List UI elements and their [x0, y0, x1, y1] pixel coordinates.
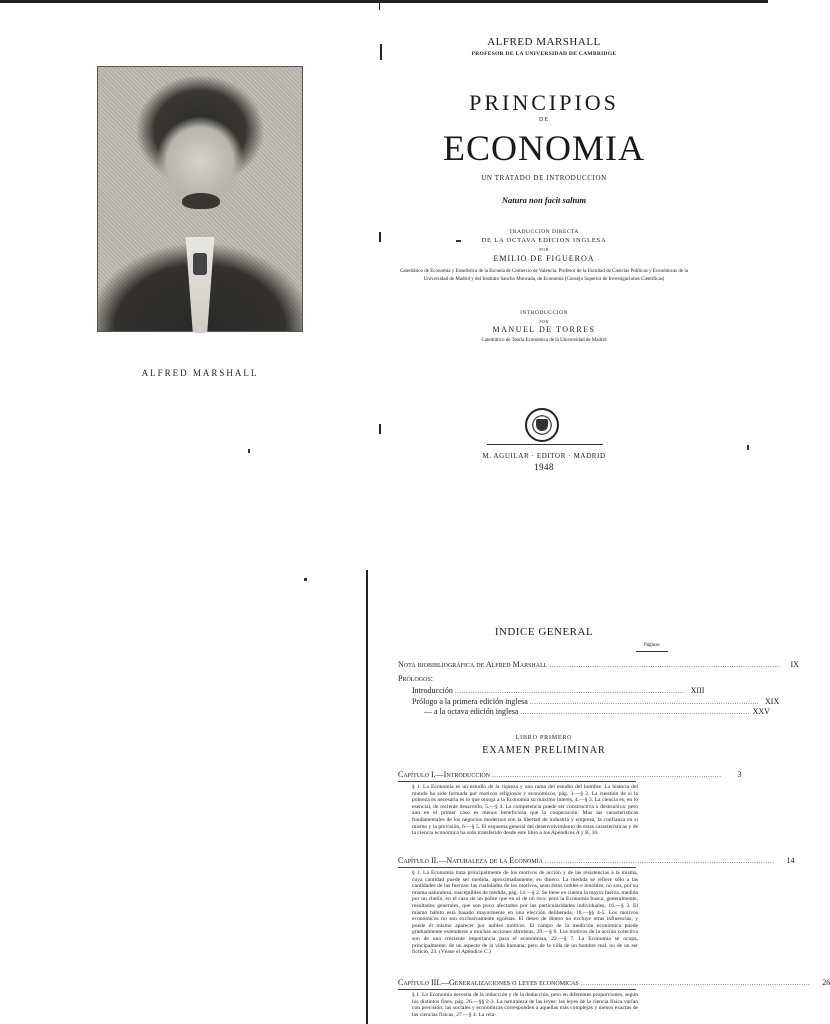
book-title: EXAMEN PRELIMINAR [482, 745, 606, 756]
chapter-summary: § 1. La Economía necesita de la inducción y de la deducción, pero en diferentes proporciones, según los distintos fines, pág. 26.—§§ 2-3. La naturaleza de las leyes: las leyes de la ciencia física varían con precisión; las sociales y económicas corresponden a aquellas más complejas y menos exactas de las ciencias físicas, 27.—§ 4. La rela- [412, 992, 638, 1018]
author-affiliation: PROFESOR DE LA UNIVERSIDAD DE CAMBRIDGE [471, 51, 617, 57]
toc-entry-label: Introducción [412, 686, 453, 695]
page-column-header: Páginas [644, 643, 660, 648]
scan-speck [248, 449, 250, 453]
publication-year: 1948 [534, 462, 554, 472]
gutter-mark-3 [379, 424, 381, 434]
gutter-mark-2 [379, 232, 381, 242]
translation-label-2: DE LA OCTAVA EDICION INGLESA [481, 237, 607, 244]
toc-entry-prologo [412, 697, 780, 706]
chapter-rule [398, 781, 636, 782]
leader-dots: ...................................................................................................... [529, 698, 760, 706]
index-title: INDICE GENERAL [494, 626, 594, 638]
scan-speck [747, 445, 749, 450]
introduction-por: POR [539, 319, 549, 324]
chapter-label: Capítulo II.—Naturaleza de la Economía [398, 856, 543, 865]
gutter-bottom [366, 570, 368, 1024]
toc-entry-page: XIX [765, 697, 780, 706]
toc-entry-label: — a la octava edición inglesa [424, 707, 519, 716]
prologos-label: Prólogos: [398, 674, 434, 683]
leader-dots: ...................................................................................................... [580, 979, 811, 987]
toc-entry-page: XIII [690, 686, 705, 695]
chapter-label: Capítulo III.—Generalizaciones o leyes económicas [398, 978, 579, 987]
toc-chapter-1 [398, 770, 742, 779]
portrait-tie [193, 253, 207, 275]
toc-chapter-2 [398, 856, 795, 865]
toc-entry-page: IX [790, 660, 799, 669]
toc-entry-label: Nota biobibliográfica de Alfred Marshall [398, 660, 548, 669]
chapter-page: 26 [822, 978, 830, 987]
gutter-mark-1 [380, 44, 382, 60]
leader-dots: ...................................................................................................... [454, 687, 685, 695]
toc-entry-prologo [424, 707, 770, 716]
publisher-rule [487, 444, 603, 445]
title-de: DE [539, 117, 549, 123]
book-label: LIBRO PRIMERO [515, 735, 573, 741]
author-name: ALFRED MARSHALL [487, 36, 601, 48]
scan-speck [304, 578, 307, 581]
translation-label-1: TRADUCCION DIRECTA [509, 229, 579, 235]
introduction-author: MANUEL DE TORRES [492, 325, 596, 334]
chapter-label: Capítulo I.—Introducción [398, 770, 490, 779]
prologos-heading [398, 674, 664, 683]
title-line-1: PRINCIPIOS [469, 90, 619, 115]
translator-credentials: Catedrático de Economía y Estadística de la Escuela de Comercio de Valencia. Profesor de la Facultad de Ciencias Políticas y Económicas de la Universidad de Madrid y del Instituto Sancho Moncada, de Economía (Consejo Superior de Investigaciones Científicas) [399, 269, 688, 282]
page-column-rule [636, 651, 668, 652]
motto: Natura non facit saltum [501, 195, 587, 205]
gutter-top [379, 0, 380, 10]
author-portrait [97, 66, 303, 332]
toc-entry-prologo [412, 686, 705, 695]
leader-dots: ...................................................................................................... [544, 857, 775, 865]
toc-chapter-3 [398, 978, 830, 987]
introduction-label: INTRODUCCION [520, 310, 568, 316]
toc-entry-label: Prólogo a la primera edición inglesa [412, 697, 528, 706]
subtitle: UN TRATADO DE INTRODUCCION [481, 174, 607, 182]
chapter-rule [398, 867, 636, 868]
chapter-summary: § 1. La Economía es un estudio de la riqueza y una rama del estudio del hombre. La historia del mundo ha sido formada por motivos religiosos y económicos, pág. 3.—§ 2. La cuestión de si la pobreza es necesaria es lo que otorga a la Economía su máximo interés, 4.—§ 3. La ciencia es, en lo esencial, de reciente desarrollo, 5.—§ 4. La competencia puede ser constructiva o destructiva: pero aun en el primer caso es menos beneficiosa que la cooperación. Mas las características fundamentales de los negocios modernos son la libertad de industria y empresa, la confianza en sí mismo y la previsión, 6.—§ 5. El esquema general del desenvolvimiento de estas características y de la ciencia económica ha sido transferido desde este libro a los Apéndices A y B, 10. [412, 784, 638, 837]
leader-dots: ...................................................................................................... [492, 771, 722, 779]
scan-top-edge [0, 0, 768, 3]
title-line-2: ECONOMIA [443, 128, 645, 168]
toc-entry-nota [398, 660, 799, 669]
portrait-shirt [176, 237, 224, 333]
translator-name: EMILIO DE FIGUEROA [493, 254, 595, 263]
publisher: M. AGUILAR · EDITOR · MADRID [482, 452, 606, 460]
introduction-credentials: Catedrático de Teoría Económica de la Universidad de Madrid [481, 338, 607, 343]
portrait-moustache [182, 193, 220, 209]
chapter-page: 14 [786, 856, 795, 865]
portrait-caption: ALFRED MARSHALL [141, 368, 259, 378]
chapter-rule [398, 989, 636, 990]
translation-por: POR [539, 247, 549, 252]
chapter-page: 3 [737, 770, 742, 779]
toc-entry-page: XXV [752, 707, 770, 716]
leader-dots: ...................................................................................................... [549, 661, 779, 669]
publisher-crest-icon [525, 408, 559, 442]
leader-dots: ...................................................................................................... [520, 708, 750, 716]
chapter-summary: § 1. La Economía trata principalmente de los motivos de acción y de las resistencias a la misma, cuya cantidad puede ser medida, aproximadamente, en dinero. La medida se refiere sólo a las cantidades de las fuerzas: las cualidades de los motivos, sean éstos nobles e innobles, no son, por su misma naturaleza, susceptibles de medida, pág. 14.—§ 2. Se tiene en cuenta la mayor fuerza, medida por un chelín, en el caso de un pobre que en el de un rico: pero la Economía busca, generalmente, resultados generales, que son poco afectados por las particularidades individuales, 16.—§ 3. El mismo hábito está basado mayormente en una elección deliberada, 18.—§§ 4-5. Los motivos económicos no son exclusivamente egoístas. El deseo de dinero no excluye otras influencias, y puede él mismo aparecer por nobles motivos. El campo de la medición económica puede gradualmente extenderse a muchas acciones altruistas, 20.—§ 6. Los motivos de la acción colectiva son de una creciente importancia para el economista, 22.—§ 7. La Economía se ocupa, principalmente, de un aspecto de la vida humana; pero de la vida de un hombre real, no de un ser ficticio, 23. (Véase el Apéndice C.) [412, 870, 638, 956]
